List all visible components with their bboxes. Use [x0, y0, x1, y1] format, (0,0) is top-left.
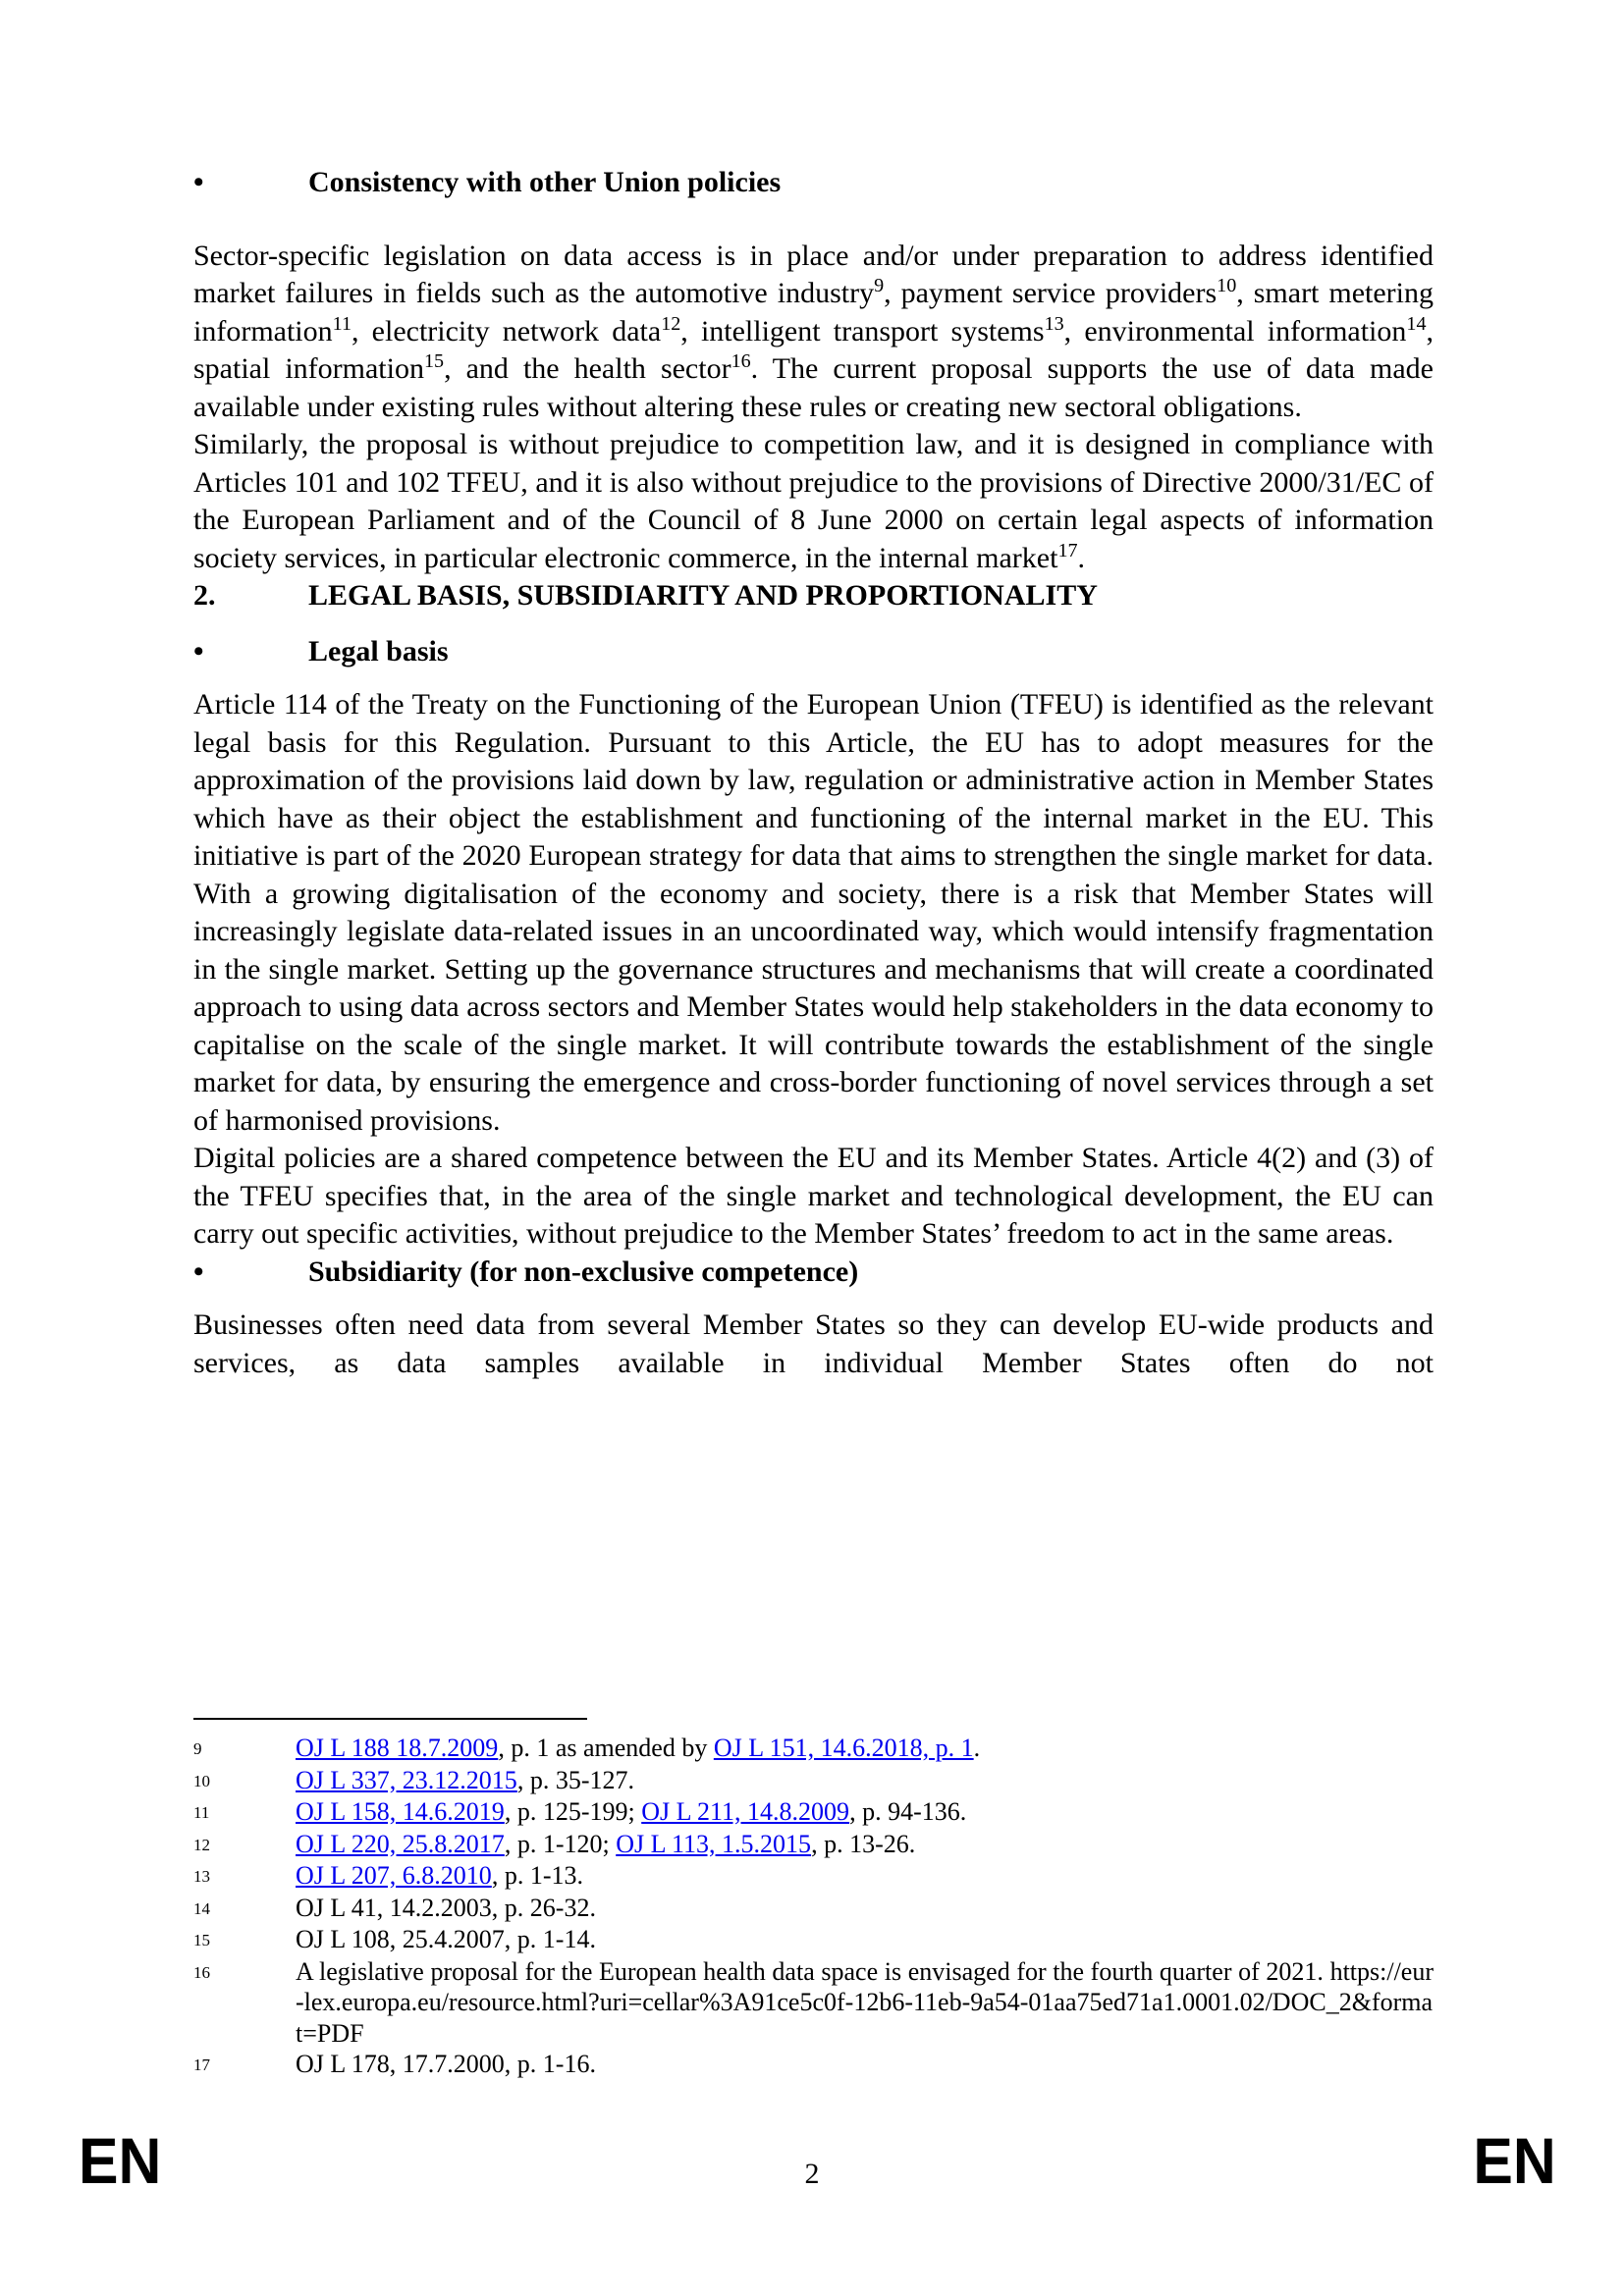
footnote-text: OJ L 158, 14.6.2019, p. 125-199; OJ L 211, 14.8.2009, p. 94-136. [296, 1797, 967, 1826]
footnote-text: OJ L 220, 25.8.2017, p. 1-120; OJ L 113, 1.5.2015, p. 13-26. [296, 1829, 916, 1858]
footer-language-left: EN [79, 2124, 162, 2197]
footnote-ref: 14 [1406, 312, 1427, 335]
footnote [193, 1765, 1434, 1797]
footnote-text: A legislative proposal for the European health data space is envisaged for the fourth quarter of 2021. https://eur-lex.europa.eu/resource.html?uri=cellar%3A91ce5c0f-12b6-11eb-9a54-01aa75ed71a1.0001.02/DOC_2&format=PDF [296, 1956, 1434, 2048]
footnote-number: 9 [193, 1739, 202, 1758]
paragraph-similarly: Similarly, the proposal is without prejudice to competition law, and it is designed in compliance with Articles 101 and 102 TFEU, and it is also without prejudice to the provisions of Directive 2000/31/EC of the European Parliament and of the Council of 8 June 2000 on certain legal aspects of information society services, in particular electronic commerce, in the internal market$^{17}$. [193, 428, 1434, 574]
footnote [193, 2049, 1434, 2081]
paragraph-sector-specific: Sector-specific legislation on data access is in place and/or under preparation to address identified market failures in fields such as the automotive industry$^9$, payment service providers$^{10}$, smart metering information$^{11}$, electricity network data$^{12}$, intelligent transport systems$^{13}$, environmental information$^{14}$, spatial information$^{15}$, and the health sector$^{16}$. The current proposal supports the use of data made available under existing rules without altering these rules or creating new sectoral obligations. [193, 239, 1435, 423]
footnote-text: OJ L 337, 23.12.2015, p. 35-127. [296, 1765, 634, 1794]
footnote-oj-link[interactable]: OJ L 220, 25.8.2017 [296, 1829, 505, 1858]
footnote-ref: 16 [731, 350, 751, 372]
footnote-oj-link[interactable]: OJ L 113, 1.5.2015 [616, 1829, 812, 1858]
heading-consistency [193, 164, 1434, 202]
heading-legal-basis [193, 633, 1434, 671]
footnote [193, 1733, 1434, 1765]
footnote-text: OJ L 41, 14.2.2003, p. 26-32. [296, 1893, 596, 1922]
footnote-ref: 17 [1057, 539, 1078, 561]
footnote-oj-link[interactable]: OJ L 211, 14.8.2009 [641, 1797, 850, 1826]
section-number: 2. [193, 579, 216, 612]
page-body [193, 164, 1434, 1382]
heading-legal-basis-label: Legal basis [308, 634, 449, 667]
heading-section-2 [193, 577, 1434, 615]
footnote [193, 1924, 1434, 1956]
heading-subsidiarity-label: Subsidiarity (for non-exclusive competence) [308, 1255, 859, 1288]
footnote-number: 11 [193, 1803, 210, 1822]
footnote [193, 1956, 1434, 2050]
paragraph-article-114: Article 114 of the Treaty on the Functioning of the European Union (TFEU) is identified as the relevant legal basis for this Regulation. Pursuant to this Article, the EU has to adopt measures for the approximation of the provisions laid down by law, regulation or administrative action in Member States which have as their object the establishment and functioning of the internal market in the EU. This initiative is part of the 2020 European strategy for data that aims to strengthen the single market for data. With a growing digitalisation of the economy and society, there is a risk that Member States will increasingly legislate data-related issues in an uncoordinated way, which would intensify fragmentation in the single market. Setting up the governance structures and mechanisms that will create a coordinated approach to using data across sectors and Member States would help stakeholders in the data economy to capitalise on the scale of the single market. It will contribute towards the establishment of the single market for data, by ensuring the emergence and cross-border functioning of novel services through a set of harmonised provisions. [193, 688, 1434, 1137]
footnote-number: 15 [193, 1931, 210, 1949]
footnotes-section [193, 1718, 1434, 2081]
footnote-ref: 11 [332, 312, 352, 335]
footnote-url: https://eur-lex.europa.eu/resource.html?uri=cellar%3A91ce5c0f-12b6-11eb-9a54-01aa75ed71a1.0001.02/DOC_2&format=PDF [296, 1956, 1434, 2048]
bullet-icon: • [193, 634, 204, 667]
footnote [193, 1796, 1434, 1829]
paragraph-businesses: Businesses often need data from several Member States so they can develop EU-wide products and services, as data samples available in individual Member States often do not [193, 1308, 1434, 1379]
footnote-ref: 15 [423, 350, 445, 372]
footnote-oj-link[interactable]: OJ L 207, 6.8.2010 [296, 1861, 492, 1890]
bullet-icon: • [193, 166, 204, 198]
heading-section-2-label: LEGAL BASIS, SUBSIDIARITY AND PROPORTIONALITY [308, 579, 1098, 612]
footnote-separator [193, 1718, 587, 1720]
bullet-icon: • [193, 1255, 204, 1288]
footnote [193, 1893, 1434, 1925]
footer-language-right: EN [1473, 2124, 1556, 2197]
footnote-text: OJ L 188 18.7.2009, p. 1 as amended by OJ L 151, 14.6.2018, p. 1. [296, 1734, 981, 1762]
paragraph-digital-policies: Digital policies are a shared competence between the EU and its Member States. Article 4(2) and (3) of the TFEU specifies that, in the area of the single market and technological development, the EU can carry out specific activities, without prejudice to the Member States’ freedom to act in the same areas. [193, 1142, 1434, 1250]
footnote-number: 14 [193, 1898, 210, 1918]
footnote-number: 13 [193, 1867, 210, 1886]
footnote-text: OJ L 108, 25.4.2007, p. 1-14. [296, 1925, 596, 1953]
footnote-oj-link[interactable]: OJ L 188 18.7.2009 [296, 1734, 499, 1762]
footnote [193, 1860, 1434, 1893]
footnote-number: 16 [193, 1962, 210, 1982]
footnote-text: OJ L 178, 17.7.2000, p. 1-16. [296, 2050, 596, 2078]
footnote-text: OJ L 207, 6.8.2010, p. 1-13. [296, 1861, 583, 1890]
footnote-number: 17 [193, 2056, 210, 2074]
footnote-number: 12 [193, 1835, 210, 1854]
footnote-ref: 9 [874, 275, 885, 296]
footnote-number: 10 [193, 1771, 210, 1790]
footnote-ref: 10 [1217, 275, 1237, 296]
footnote [193, 1829, 1434, 1861]
footnote-oj-link[interactable]: OJ L 337, 23.12.2015 [296, 1765, 517, 1794]
footnote-ref: 12 [661, 312, 681, 335]
page-number: 2 [804, 2158, 820, 2190]
heading-subsidiarity [193, 1254, 1434, 1292]
footnote-oj-link[interactable]: OJ L 151, 14.6.2018, p. 1 [713, 1734, 974, 1762]
footnote-ref: 13 [1044, 312, 1064, 335]
footnote-oj-link[interactable]: OJ L 158, 14.6.2019 [296, 1797, 505, 1826]
heading-consistency-label: Consistency with other Union policies [308, 166, 782, 198]
